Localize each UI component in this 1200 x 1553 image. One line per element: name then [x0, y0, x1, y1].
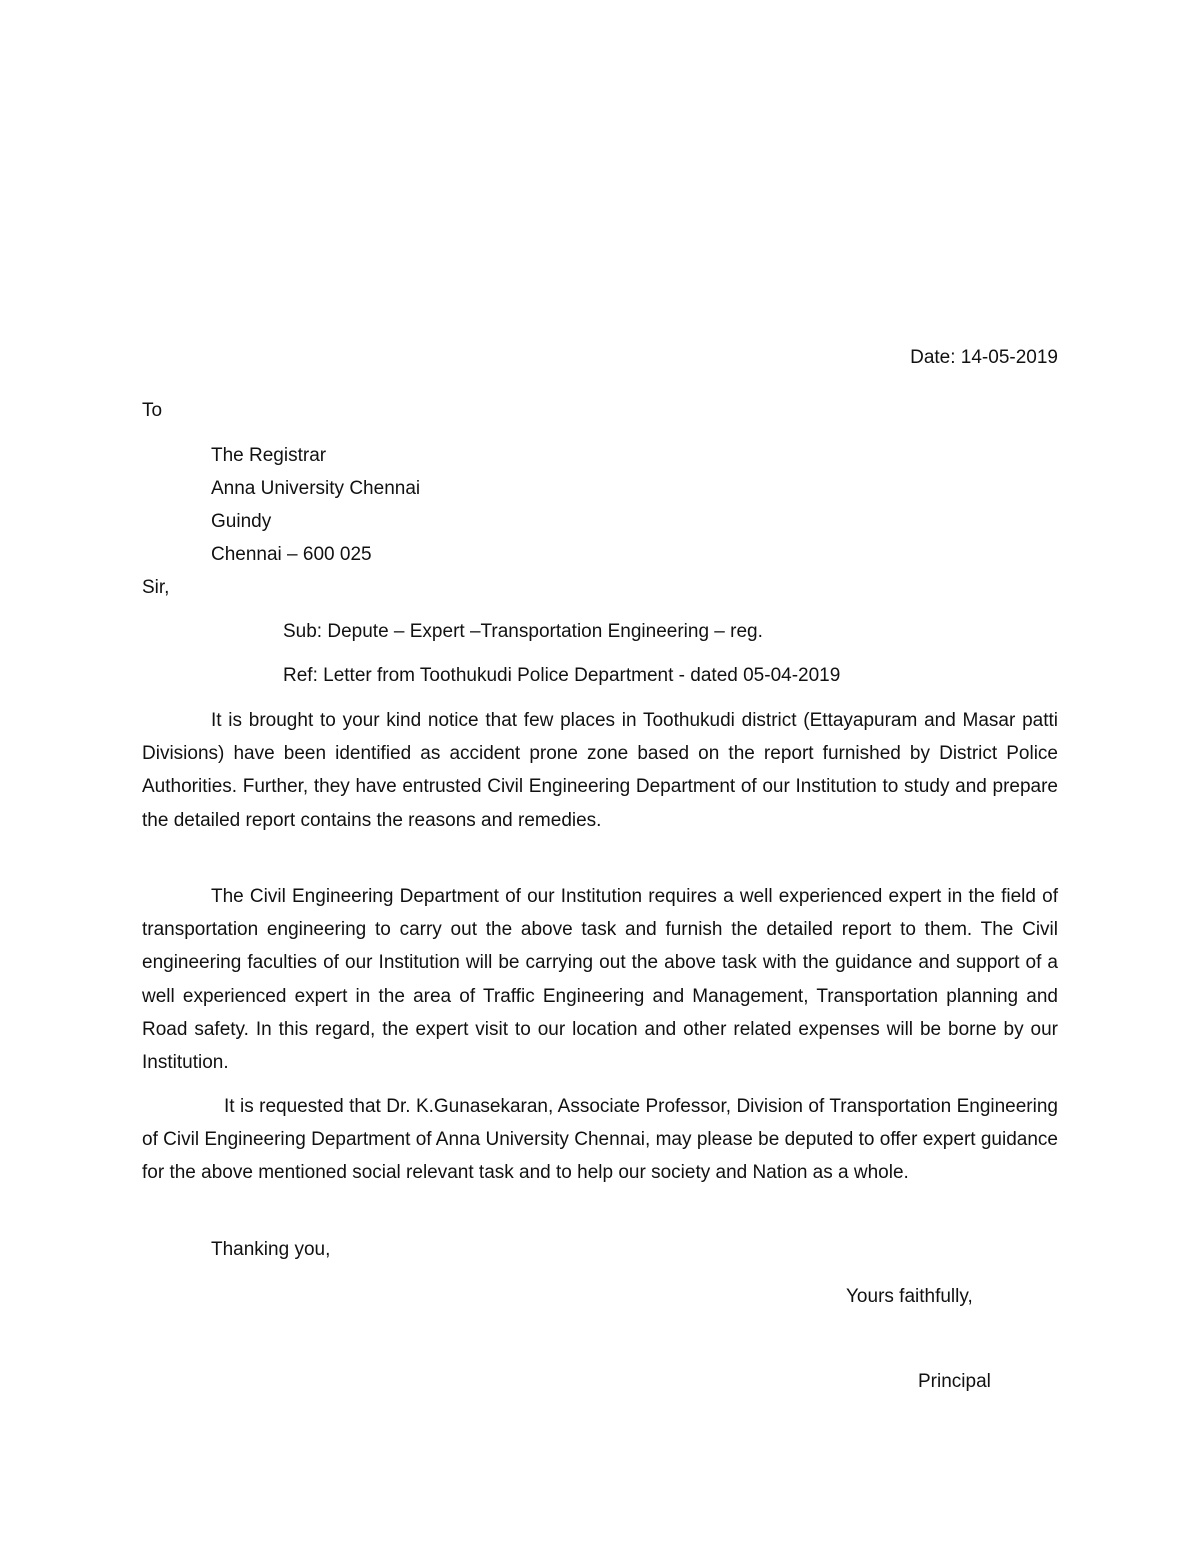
letter-date: Date: 14-05-2019 — [910, 347, 1058, 368]
salutation-to: To — [142, 400, 163, 421]
reference-line: Ref: Letter from Toothukudi Police Department - dated 05-04-2019 — [283, 665, 841, 686]
addressee-line: Chennai – 600 025 — [211, 544, 372, 565]
body-paragraph-3: It is requested that Dr. K.Gunasekaran, Associate Professor, Division of Transportation Engineering of Civil Engineering Department of Anna University Chennai, may please be deputed to offer expert guidance for the above mentioned social relevant task and to help our society and Nation as a whole. — [142, 1096, 1058, 1184]
body-paragraph-1: It is brought to your kind notice that few places in Toothukudi district (Ettayapuram and Masar patti Divisions) have been identified as accident prone zone based on the report furnished by District Police Authorities. Further, they have entrusted Civil Engineering Department of our Institution to study and prepare the detailed report contains the reasons and remedies. — [142, 710, 1058, 831]
subject-line: Sub: Depute – Expert –Transportation Engineering – reg. — [283, 621, 763, 642]
closing-thanks: Thanking you, — [211, 1239, 331, 1260]
addressee-line: Anna University Chennai — [211, 478, 421, 499]
closing-yours-faithfully: Yours faithfully, — [846, 1286, 973, 1307]
body-paragraph-2: The Civil Engineering Department of our Institution requires a well experienced expert in the field of transportation engineering to carry out the above task and furnish the detailed report to them. The Civil engineering faculties of our Institution will be carrying out the above task with the guidance and support of a well experienced expert in the area of Traffic Engineering and Management, Transportation planning and Road safety. In this regard, the expert visit to our location and other related expenses will be borne by our Institution. — [142, 886, 1058, 1074]
addressee-line: Guindy — [211, 511, 272, 532]
addressee-line: The Registrar — [211, 445, 327, 466]
greeting: Sir, — [142, 577, 170, 598]
signatory: Principal — [918, 1371, 991, 1392]
